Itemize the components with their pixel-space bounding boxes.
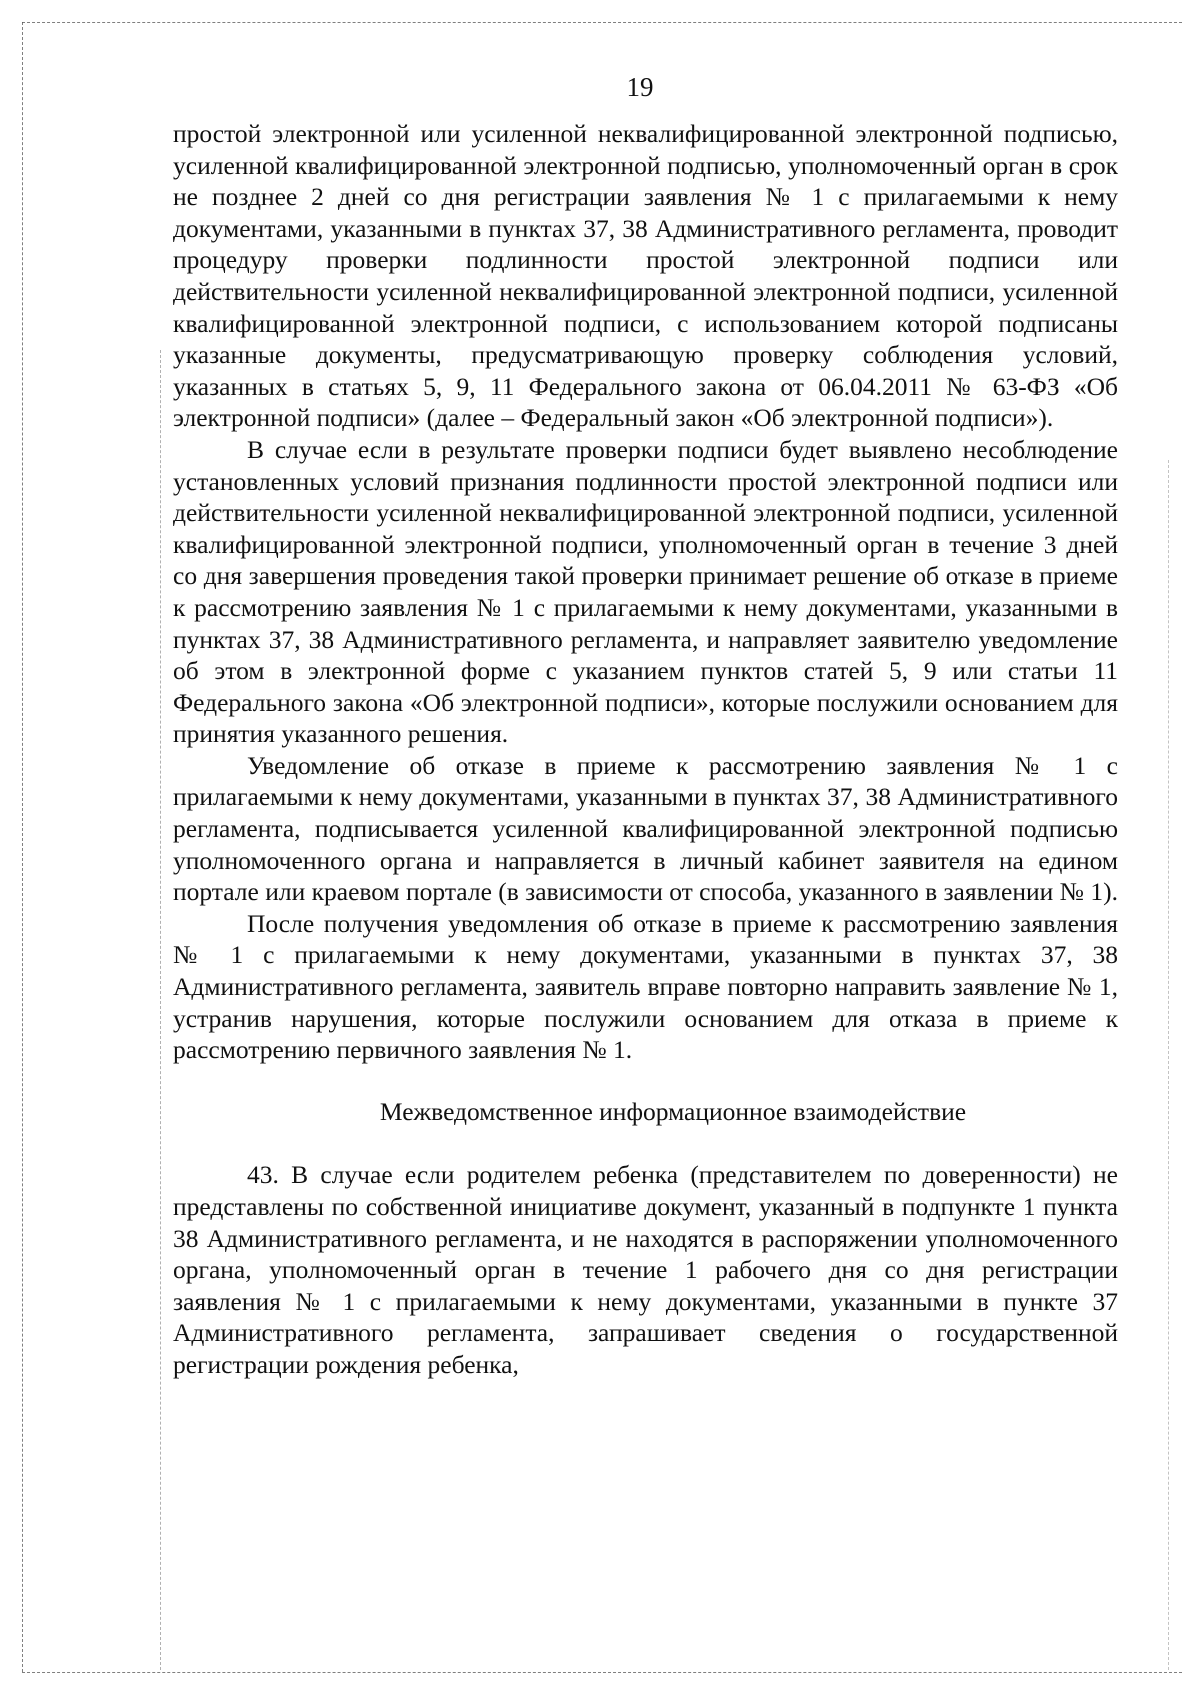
section-heading: Межведомственное информационное взаимодействие [379, 1096, 967, 1126]
document-body [173, 118, 1118, 1381]
scan-border-top [22, 22, 1182, 23]
scan-border-left [22, 22, 23, 1672]
scan-border-bottom [22, 1672, 1182, 1673]
scan-artifact-line [1168, 460, 1169, 1670]
paragraph: простой электронной или усиленной неквалифицированной электронной подписью, усиленной квалифицированной электронной подписью, уполномоченный орган в срок не позднее 2 дней со дня регистрации заявления № 1 с прилагаемыми к нему документами, указанными в пунктах 37, 38 Административного регламента, проводит процедуру проверки подлинности простой электронной подписи или действительности усиленной неквалифицированной электронной подписи, усиленной квалифицированной электронной подписи, с использованием которой подписаны указанные документы, предусматривающую проверку соблюдения условий, указанных в статьях 5, 9, 11 Федерального закона от 06.04.2011 № 63-ФЗ «Об электронной подписи» (далее – Федеральный закон «Об электронной подписи»). [173, 119, 1118, 433]
page-number: 19 [626, 72, 654, 102]
paragraph: Уведомление об отказе в приеме к рассмотрению заявления № 1 с прилагаемыми к нему документами, указанными в пунктах 37, 38 Административного регламента, подписывается усиленной квалифицированной электронной подписью уполномоченного органа и направляется в личный кабинет заявителя на едином портале или краевом портале (в зависимости от способа, указанного в заявлении № 1). [173, 750, 1118, 907]
paragraph: 43. В случае если родителем ребенка (представителем по доверенности) не представлены по собственной инициативе документ, указанный в подпункте 1 пункта 38 Административного регламента, и не находятся в распоряжении уполномоченного органа, уполномоченный орган в течение 1 рабочего дня со дня регистрации заявления № 1 с прилагаемыми к нему документами, указанными в пункте 37 Административного регламента, запрашивает сведения о государственной регистрации рождения ребенка, [173, 1160, 1118, 1379]
paragraph: В случае если в результате проверки подписи будет выявлено несоблюдение установленных условий признания подлинности простой электронной подписи или действительности усиленной неквалифицированной электронной подписи, усиленной квалифицированной электронной подписи, уполномоченный орган в течение 3 дней со дня завершения проведения такой проверки принимает решение об отказе в приеме к рассмотрению заявления № 1 с прилагаемыми к нему документами, указанными в пунктах 37, 38 Административного регламента, и направляет заявителю уведомление об этом в электронной форме с указанием пунктов статей 5, 9 или статьи 11 Федерального закона «Об электронной подписи», которые послужили основанием для принятия указанного решения. [173, 434, 1118, 749]
scan-artifact-line [160, 350, 161, 1670]
paragraph: После получения уведомления об отказе в приеме к рассмотрению заявления № 1 с прилагаемыми к нему документами, указанными в пунктах 37, 38 Административного регламента, заявитель вправе повторно направить заявление № 1, устранив нарушения, которые послужили основанием для отказа в приеме к рассмотрению первичного заявления № 1. [173, 908, 1118, 1065]
